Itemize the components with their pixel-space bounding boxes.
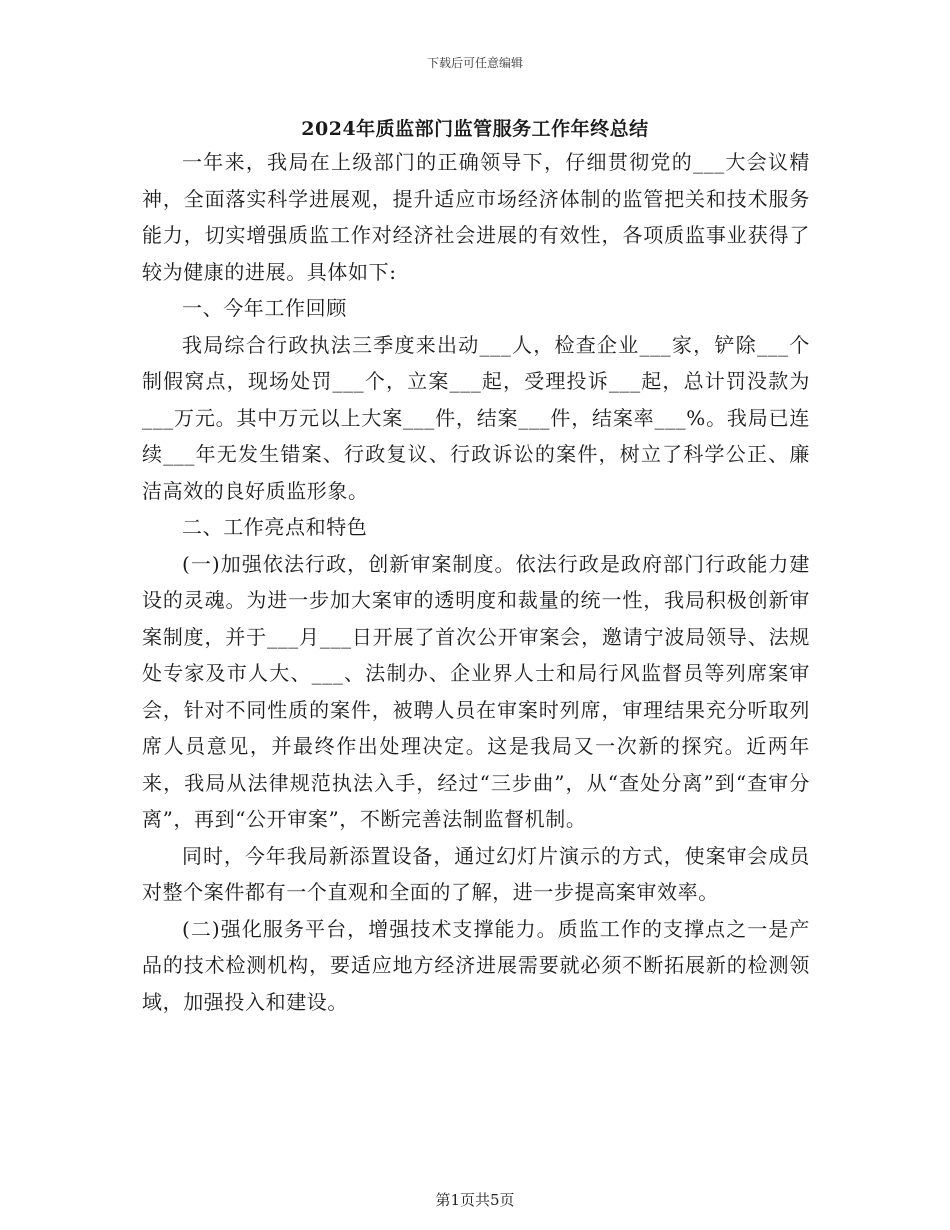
document-title: 2024年质监部门监管服务工作年终总结 [301, 118, 649, 140]
section-heading-review: 一、今年工作回顾 [182, 296, 347, 320]
header-note: 下载后可任意编辑 [426, 56, 523, 70]
document-body [142, 144, 810, 1020]
paragraph-highlight-2: (二)强化服务平台，增强技术支撑能力。质监工作的支撑点之一是产品的技术检测机构，要适应地方经济进展需要就必须不断拓展新的检测领域，加强投入和建设。 [142, 916, 810, 1014]
section-heading-highlights: 二、工作亮点和特色 [182, 515, 368, 539]
page-number: 第1页共5页 [435, 1191, 515, 1209]
paragraph-intro: 一年来，我局在上级部门的正确领导下，仔细贯彻党的___大会议精神，全面落实科学进展观，提升适应市场经济体制的监管把关和技术服务能力，切实增强质监工作对经济社会进展的有效性，各项质监事业获得了较为健康的进展。具体如下: [142, 150, 810, 284]
paragraph-highlight-1-cont: 同时，今年我局新添置设备，通过幻灯片演示的方式，使案审会成员对整个案件都有一个直观和全面的了解，进一步提高案审效率。 [142, 843, 810, 904]
paragraph-highlight-1: (一)加强依法行政，创新审案制度。依法行政是政府部门行政能力建设的灵魂。为进一步加大案审的透明度和裁量的统一性，我局积极创新审案制度，并于___月___日开展了首次公开审案会，邀请宁波局领导、法规处专家及市人大、___、法制办、企业界人士和局行风监督员等列席案审会，针对不同性质的案件，被聘人员在审案时列席，审理结果充分听取列席人员意见，并最终作出处理决定。这是我局又一次新的探究。近两年来，我局从法律规范执法入手，经过“三步曲”，从“查处分离”到“查审分离”，再到“公开审案”，不断完善法制监督机制。 [142, 551, 810, 831]
paragraph-review: 我局综合行政执法三季度来出动___人，检查企业___家，铲除___个制假窝点，现场处罚___个，立案___起，受理投诉___起，总计罚没款为___万元。其中万元以上大案___件，结案___件，结案率___%。我局已连续___年无发生错案、行政复议、行政诉讼的案件，树立了科学公正、廉洁高效的良好质监形象。 [142, 332, 810, 503]
